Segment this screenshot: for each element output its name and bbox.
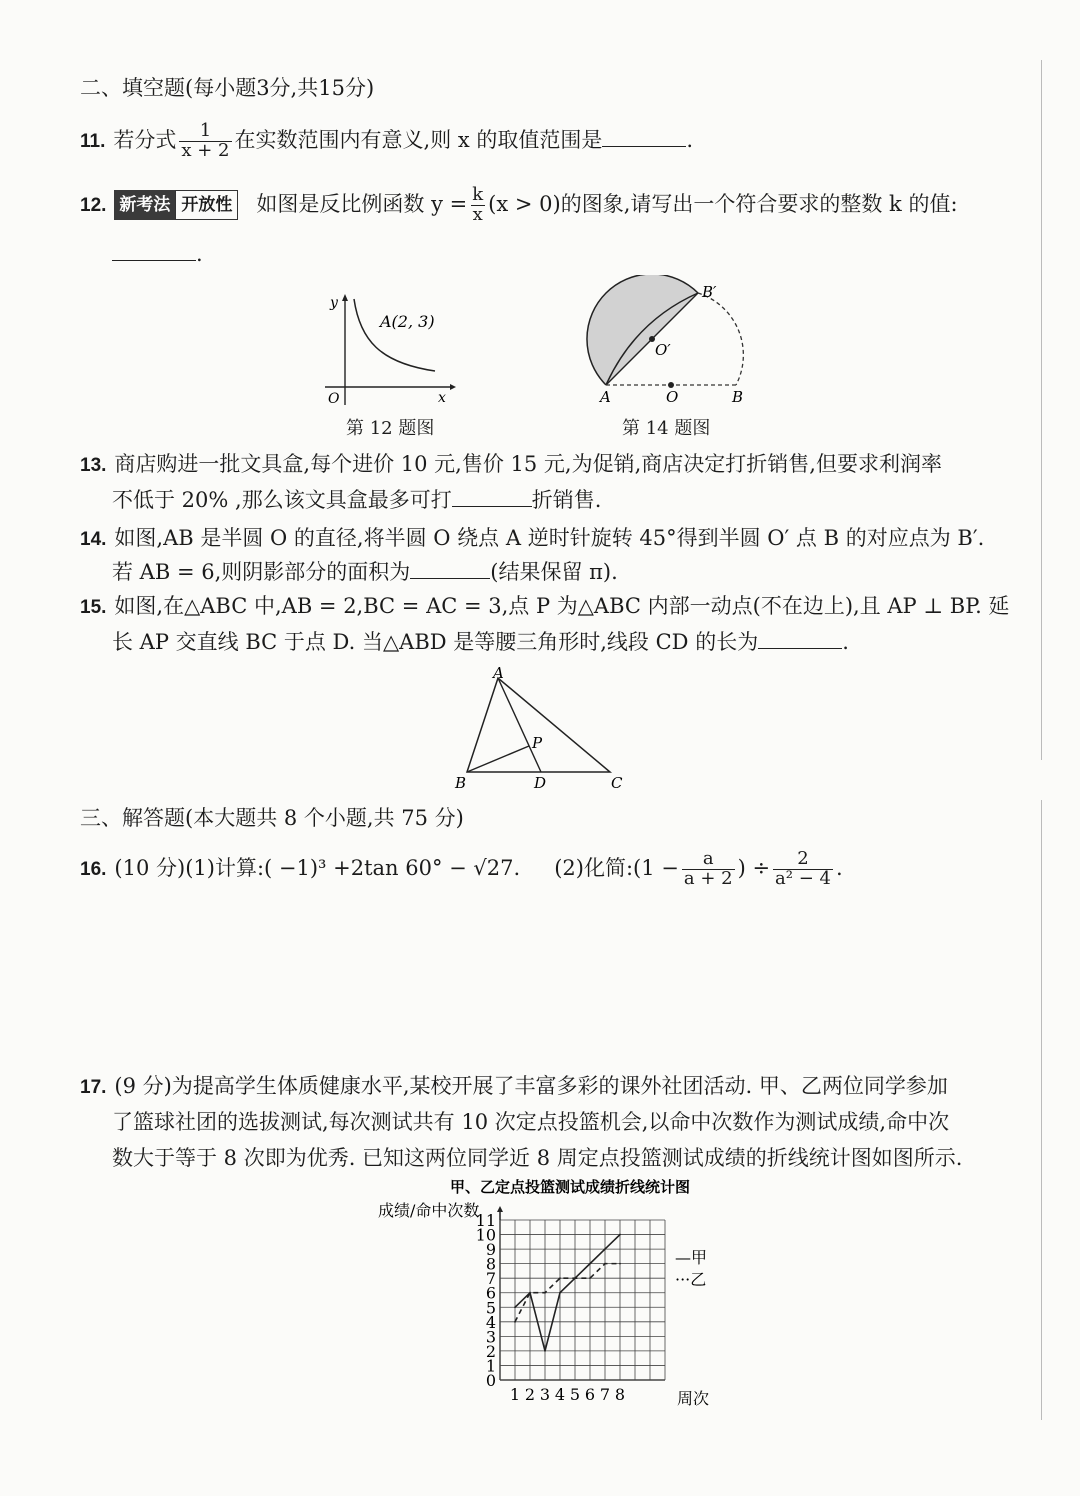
q11-answer-blank xyxy=(602,128,686,147)
chart-x-label: 周次 xyxy=(677,1389,710,1408)
figure-12 xyxy=(310,285,460,410)
q14-line2 xyxy=(112,558,618,586)
q12-text-pre: 如图是反比例函数 y = xyxy=(256,191,468,216)
q16-part1: (10 分)(1)计算:( −1)³ +2tan 60° − √27. xyxy=(114,855,521,880)
y-tick-label: 2 xyxy=(485,1341,496,1361)
fig12-point-label: A(2, 3) xyxy=(380,312,435,331)
q12-end: . xyxy=(196,242,203,266)
line-chart xyxy=(360,1176,780,1416)
y-tick-label: 4 xyxy=(485,1312,496,1332)
q13-answer-blank xyxy=(452,488,532,507)
fig15-p-label: P xyxy=(532,734,543,752)
q15-line2-post: . xyxy=(842,630,849,654)
q11-frac-den: x + 2 xyxy=(181,139,230,161)
fig15-line-bp xyxy=(467,746,529,772)
y-tick-label: 3 xyxy=(485,1327,496,1347)
question-16 xyxy=(80,850,843,889)
q14-number: 14. xyxy=(80,529,107,550)
q15-line1: 如图,在△ABC 中,AB = 2,BC = AC = 3,点 P 为△ABC 内部一动点(不在边上),且 AP ⊥ BP. 延 xyxy=(114,594,1010,618)
x-tick-label: 2 xyxy=(524,1385,536,1404)
q17-number: 17. xyxy=(80,1077,107,1098)
q11-number: 11. xyxy=(80,130,106,152)
fig14-a-label: A xyxy=(600,388,611,406)
x-tick-label: 1 xyxy=(509,1385,521,1404)
y-tick-label: 5 xyxy=(485,1298,496,1318)
y-tick-label: 9 xyxy=(485,1240,496,1260)
fig14-original-arc xyxy=(698,293,743,385)
data-point-甲 xyxy=(589,1263,591,1265)
fig12-origin-label: O xyxy=(328,391,340,407)
chart-title: 甲、乙定点投篮测试成绩折线统计图 xyxy=(449,1178,691,1196)
question-14 xyxy=(80,524,984,554)
data-point-乙 xyxy=(544,1292,546,1294)
y-tick-label: 11 xyxy=(475,1211,496,1230)
x-tick-label: 4 xyxy=(554,1385,566,1404)
data-point-甲 xyxy=(559,1292,561,1294)
q13-line2-post: 折销售. xyxy=(531,488,602,512)
fig14-o-prime-label: O′ xyxy=(655,341,671,359)
q12-tag-new-method: 新考法 xyxy=(114,190,175,220)
q13-line2-pre: 不低于 20% ,那么该文具盒最多可打 xyxy=(112,488,452,512)
legend-甲: —甲 xyxy=(675,1248,708,1268)
q12-frac-num: k xyxy=(472,184,484,205)
data-point-甲 xyxy=(544,1350,546,1352)
q12-number: 12. xyxy=(80,194,107,216)
x-tick-label: 8 xyxy=(614,1385,626,1404)
y-tick-label: 8 xyxy=(485,1254,496,1274)
q16-end: . xyxy=(835,855,843,880)
y-tick-label: 0 xyxy=(485,1371,496,1390)
fig15-triangle-abc xyxy=(467,678,610,772)
question-17 xyxy=(80,1072,948,1102)
question-13 xyxy=(80,450,942,480)
data-point-乙 xyxy=(529,1292,531,1294)
data-point-乙 xyxy=(514,1321,516,1323)
q15-answer-blank xyxy=(758,630,842,649)
section2-title: 二、填空题(每小题3分,共15分) xyxy=(80,76,375,100)
q11-text-post: 在实数范围内有意义,则 x 的取值范围是 xyxy=(234,127,603,152)
q12-answer-line xyxy=(112,240,203,268)
data-point-乙 xyxy=(559,1277,561,1279)
chart-y-label: 成绩/命中次数 xyxy=(378,1201,480,1220)
fig12-y-arrow xyxy=(342,294,348,301)
question-15 xyxy=(80,592,1009,622)
fig12-x-arrow xyxy=(450,384,456,390)
data-point-乙 xyxy=(574,1277,576,1279)
q12-tag-open: 开放性 xyxy=(175,190,238,220)
y-axis-arrow xyxy=(497,1206,503,1212)
q15-number: 15. xyxy=(80,597,107,618)
q16-fraction-1 xyxy=(682,850,735,889)
fig12-hyperbola xyxy=(354,299,435,371)
legend-乙: ···乙 xyxy=(675,1270,707,1290)
y-tick-label: 10 xyxy=(475,1225,496,1245)
page-edge xyxy=(1041,60,1042,760)
q11-frac-num: 1 xyxy=(199,120,212,141)
q17-line3: 数大于等于 8 次即为优秀. 已知这两位同学近 8 周定点投篮测试成绩的折线统计图如图所示. xyxy=(112,1146,963,1170)
fig14-o-label: O xyxy=(666,388,679,406)
x-tick-label: 3 xyxy=(539,1385,551,1404)
q12-frac-den: x xyxy=(472,203,483,225)
figure-15 xyxy=(450,664,640,794)
fig15-c-label: C xyxy=(611,774,623,792)
q16-frac2-num: 2 xyxy=(797,848,809,869)
q16-frac2-den: a² − 4 xyxy=(775,867,831,889)
q17-line2: 了篮球社团的选拔测试,每次测试共有 10 次定点投篮机会,以命中次数作为测试成绩,命中次 xyxy=(112,1110,950,1134)
x-tick-label: 7 xyxy=(599,1385,611,1404)
q14-line1: 如图,AB 是半圆 O 的直径,将半圆 O 绕点 A 逆时针旋转 45°得到半圆 O′ 点 B 的对应点为 B′. xyxy=(114,526,985,550)
fig12-caption: 第 12 题图 xyxy=(346,418,435,439)
q12-answer-blank xyxy=(112,242,196,261)
section3-title: 三、解答题(本大题共 8 个小题,共 75 分) xyxy=(80,806,464,830)
x-tick-label: 6 xyxy=(584,1385,596,1404)
q16-part2-mid: ) ÷ xyxy=(737,855,771,880)
q17-line1: (9 分)为提高学生体质健康水平,某校开展了丰富多彩的课外社团活动. 甲、乙两位同学参加 xyxy=(114,1074,948,1098)
q14-answer-blank xyxy=(410,560,490,579)
q16-frac1-den: a + 2 xyxy=(683,867,733,889)
q13-number: 13. xyxy=(80,455,107,476)
q11-text-pre: 若分式 xyxy=(113,127,177,152)
data-point-乙 xyxy=(619,1263,621,1265)
q15-line2 xyxy=(112,628,849,656)
fig15-d-label: D xyxy=(534,774,547,792)
fig14-caption: 第 14 题图 xyxy=(622,418,711,439)
q13-line2 xyxy=(112,486,601,514)
fig15-b-label: B xyxy=(455,774,467,792)
q15-line2-pre: 长 AP 交直线 BC 于点 D. 当△ABD 是等腰三角形时,线段 CD 的长为 xyxy=(112,630,759,654)
page-edge xyxy=(1041,800,1042,1420)
fig15-line-ad xyxy=(498,678,541,772)
data-point-甲 xyxy=(619,1234,621,1236)
fig14-b-label: B xyxy=(732,388,744,406)
x-tick-label: 5 xyxy=(569,1385,581,1404)
question-12 xyxy=(80,186,958,225)
data-point-甲 xyxy=(604,1248,606,1250)
q16-number: 16. xyxy=(80,858,107,880)
fig14-b-prime-label: B′ xyxy=(702,283,717,301)
q11-fraction xyxy=(179,122,231,161)
data-point-乙 xyxy=(589,1277,591,1279)
fig12-x-label: x xyxy=(438,390,446,406)
fig15-a-label: A xyxy=(493,664,504,682)
q12-fraction xyxy=(470,186,485,225)
q12-text-post: (x > 0)的图象,请写出一个符合要求的整数 k 的值: xyxy=(488,191,958,216)
y-tick-label: 1 xyxy=(485,1356,496,1376)
q16-fraction-2 xyxy=(773,850,833,889)
q11-end: . xyxy=(686,127,694,152)
q16-frac1-num: a xyxy=(702,848,714,869)
figure-14 xyxy=(575,275,755,410)
q16-part2-pre: (2)化简: xyxy=(554,855,634,880)
fig12-y-label: y xyxy=(330,295,338,311)
q14-line2-post: (结果保留 π). xyxy=(490,560,618,584)
q16-part2-open: (1 − xyxy=(633,855,679,880)
q14-line2-pre: 若 AB = 6,则阴影部分的面积为 xyxy=(112,560,411,584)
data-point-乙 xyxy=(604,1263,606,1265)
y-tick-label: 7 xyxy=(485,1269,496,1289)
data-point-甲 xyxy=(514,1306,516,1308)
y-tick-label: 6 xyxy=(485,1283,496,1303)
q13-line1: 商店购进一批文具盒,每个进价 10 元,售价 15 元,为促销,商店决定打折销售,但要求利润率 xyxy=(114,452,942,476)
question-11 xyxy=(80,122,693,161)
